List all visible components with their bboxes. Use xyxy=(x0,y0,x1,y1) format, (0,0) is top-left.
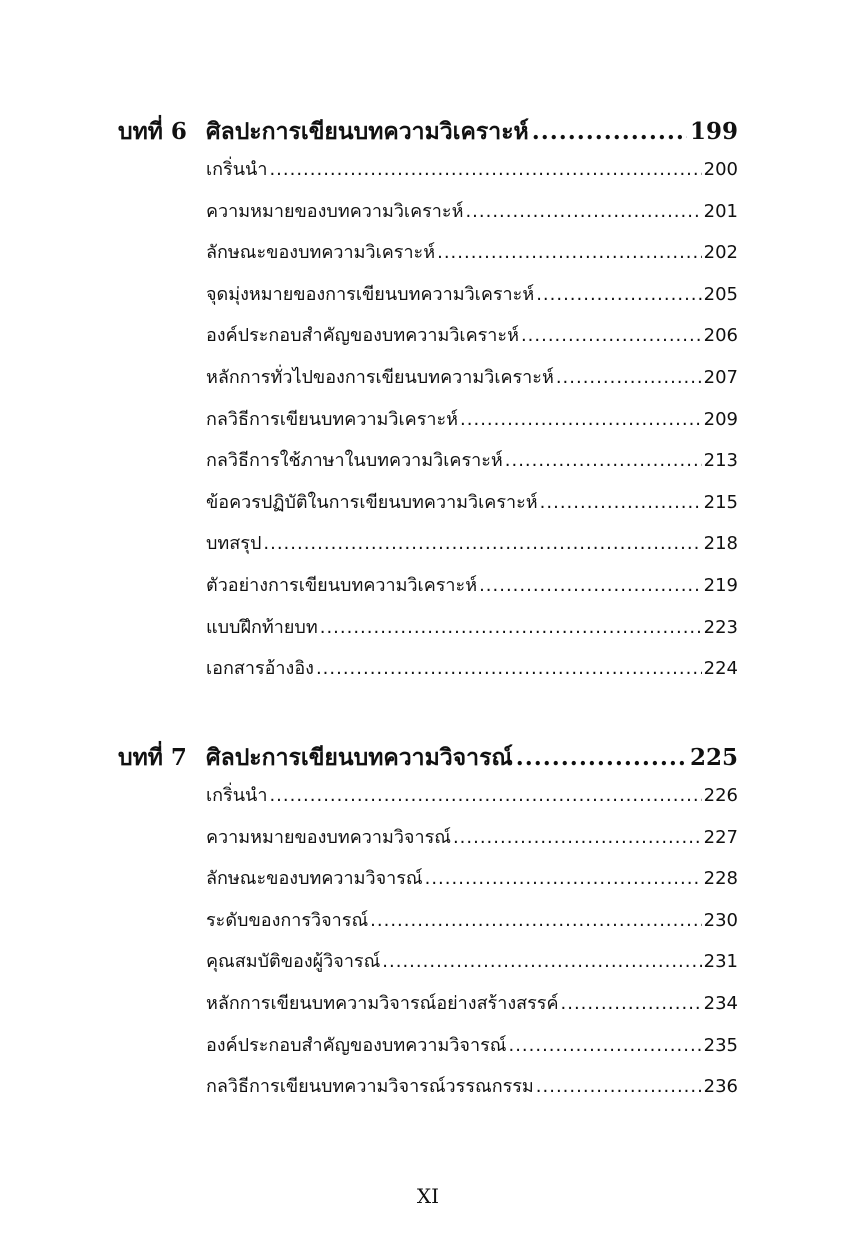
entry-title: องค์ประกอบสำคัญของบทความวิจารณ์ xyxy=(206,1034,507,1056)
entry-title: เอกสารอ้างอิง xyxy=(206,658,314,680)
entry-page-number: 235 xyxy=(703,1034,738,1056)
dot-leader xyxy=(269,159,701,180)
entry-title: กลวิธีการใช้ภาษาในบทความวิเคราะห์ xyxy=(206,450,503,472)
chapter-7-section xyxy=(118,740,738,1113)
toc-entry[interactable] xyxy=(206,362,738,404)
dot-leader xyxy=(561,993,702,1014)
toc-entry[interactable] xyxy=(206,822,738,864)
entry-page-number: 228 xyxy=(703,868,738,890)
entry-title: หลักการเขียนบทความวิจารณ์อย่างสร้างสรรค์ xyxy=(206,992,559,1014)
dot-leader xyxy=(479,575,702,596)
chapter-label: บทที่ 6 xyxy=(118,118,187,145)
entry-title: ระดับของการวิจารณ์ xyxy=(206,909,369,931)
entry-page-number: 200 xyxy=(703,159,738,180)
toc-entry[interactable] xyxy=(206,445,738,487)
entry-title: ลักษณะของบทความวิเคราะห์ xyxy=(206,242,436,264)
dot-leader xyxy=(453,827,702,848)
entry-page-number: 226 xyxy=(703,785,738,806)
entry-title: ความหมายของบทความวิจารณ์ xyxy=(206,826,451,848)
toc-entry[interactable] xyxy=(206,404,738,446)
page-number: XI xyxy=(416,1184,440,1208)
entry-title: หลักการทั่วไปของการเขียนบทความวิเคราะห์ xyxy=(206,366,554,388)
entry-title: เกริ่นนำ xyxy=(206,785,268,806)
dot-leader xyxy=(370,910,701,931)
dot-leader xyxy=(460,409,702,430)
entry-title: กลวิธีการเขียนบทความวิเคราะห์ xyxy=(206,408,459,430)
entry-title: ความหมายของบทความวิเคราะห์ xyxy=(206,200,464,222)
toc-entry[interactable] xyxy=(206,863,738,905)
dot-leader xyxy=(505,450,702,471)
entry-page-number: 227 xyxy=(703,826,738,848)
entry-title: ตัวอย่างการเขียนบทความวิเคราะห์ xyxy=(206,574,478,596)
entry-title: แบบฝึกท้ายบท xyxy=(206,616,318,638)
entry-page-number: 224 xyxy=(703,658,738,680)
entry-title: องค์ประกอบสำคัญของบทความวิเคราะห์ xyxy=(206,325,519,347)
toc-entry-list xyxy=(206,780,738,1113)
dot-leader xyxy=(532,118,687,145)
toc-entry[interactable] xyxy=(206,237,738,279)
entry-page-number: 213 xyxy=(703,450,738,472)
chapter-heading[interactable] xyxy=(118,740,738,780)
toc-entry[interactable] xyxy=(206,320,738,362)
toc-entry[interactable] xyxy=(206,780,738,822)
entry-page-number: 234 xyxy=(703,992,738,1014)
entry-title: จุดมุ่งหมายของการเขียนบทความวิเคราะห์ xyxy=(206,283,535,305)
dot-leader xyxy=(263,533,701,554)
dot-leader xyxy=(316,658,702,679)
entry-page-number: 236 xyxy=(703,1076,738,1098)
toc-entry[interactable] xyxy=(206,905,738,947)
dot-leader xyxy=(536,284,701,305)
chapter-6-section xyxy=(118,114,738,695)
entry-page-number: 230 xyxy=(703,909,738,931)
entry-page-number: 202 xyxy=(703,242,738,264)
entry-page-number: 209 xyxy=(703,408,738,430)
dot-leader xyxy=(556,367,702,388)
entry-page-number: 218 xyxy=(703,533,738,555)
toc-entry[interactable] xyxy=(206,653,738,695)
chapter-heading[interactable] xyxy=(118,114,738,154)
dot-leader xyxy=(508,1035,701,1056)
entry-page-number: 207 xyxy=(703,366,738,388)
dot-leader xyxy=(465,201,701,222)
entry-title: ข้อควรปฏิบัติในการเขียนบทความวิเคราะห์ xyxy=(206,491,538,513)
dot-leader xyxy=(516,744,687,771)
dot-leader xyxy=(382,951,701,972)
dot-leader xyxy=(540,492,702,513)
entry-page-number: 201 xyxy=(703,200,738,222)
dot-leader xyxy=(437,242,702,263)
toc-entry[interactable] xyxy=(206,154,738,196)
entry-page-number: 231 xyxy=(703,951,738,973)
chapter-page-number: 199 xyxy=(689,118,738,145)
toc-entry[interactable] xyxy=(206,1030,738,1072)
dot-leader xyxy=(536,1076,702,1097)
chapter-title: ศิลปะการเขียนบทความวิจารณ์ xyxy=(206,744,513,771)
entry-title: ลักษณะของบทความวิจารณ์ xyxy=(206,868,423,890)
toc-entry[interactable] xyxy=(206,570,738,612)
dot-leader xyxy=(269,785,701,806)
toc-entry[interactable] xyxy=(206,196,738,238)
dot-leader xyxy=(425,868,702,889)
entry-page-number: 223 xyxy=(703,616,738,638)
entry-title: กลวิธีการเขียนบทความวิจารณ์วรรณกรรม xyxy=(206,1076,534,1098)
entry-title: คุณสมบัติของผู้วิจารณ์ xyxy=(206,951,381,973)
toc-entry[interactable] xyxy=(206,487,738,529)
chapter-label: บทที่ 7 xyxy=(118,744,187,771)
entry-title: เกริ่นนำ xyxy=(206,159,268,180)
entry-page-number: 219 xyxy=(703,574,738,596)
toc-entry[interactable] xyxy=(206,946,738,988)
toc-entry[interactable] xyxy=(206,612,738,654)
toc-entry-list xyxy=(206,154,738,695)
toc-entry[interactable] xyxy=(206,1071,738,1113)
entry-page-number: 215 xyxy=(703,491,738,513)
entry-page-number: 205 xyxy=(703,283,738,305)
toc-entry[interactable] xyxy=(206,528,738,570)
entry-title: บทสรุป xyxy=(206,533,262,555)
chapter-title: ศิลปะการเขียนบทความวิเคราะห์ xyxy=(206,118,529,145)
dot-leader xyxy=(320,617,702,638)
toc-entry[interactable] xyxy=(206,279,738,321)
toc-entry[interactable] xyxy=(206,988,738,1030)
chapter-page-number: 225 xyxy=(689,744,738,771)
dot-leader xyxy=(521,325,702,346)
entry-page-number: 206 xyxy=(703,325,738,347)
